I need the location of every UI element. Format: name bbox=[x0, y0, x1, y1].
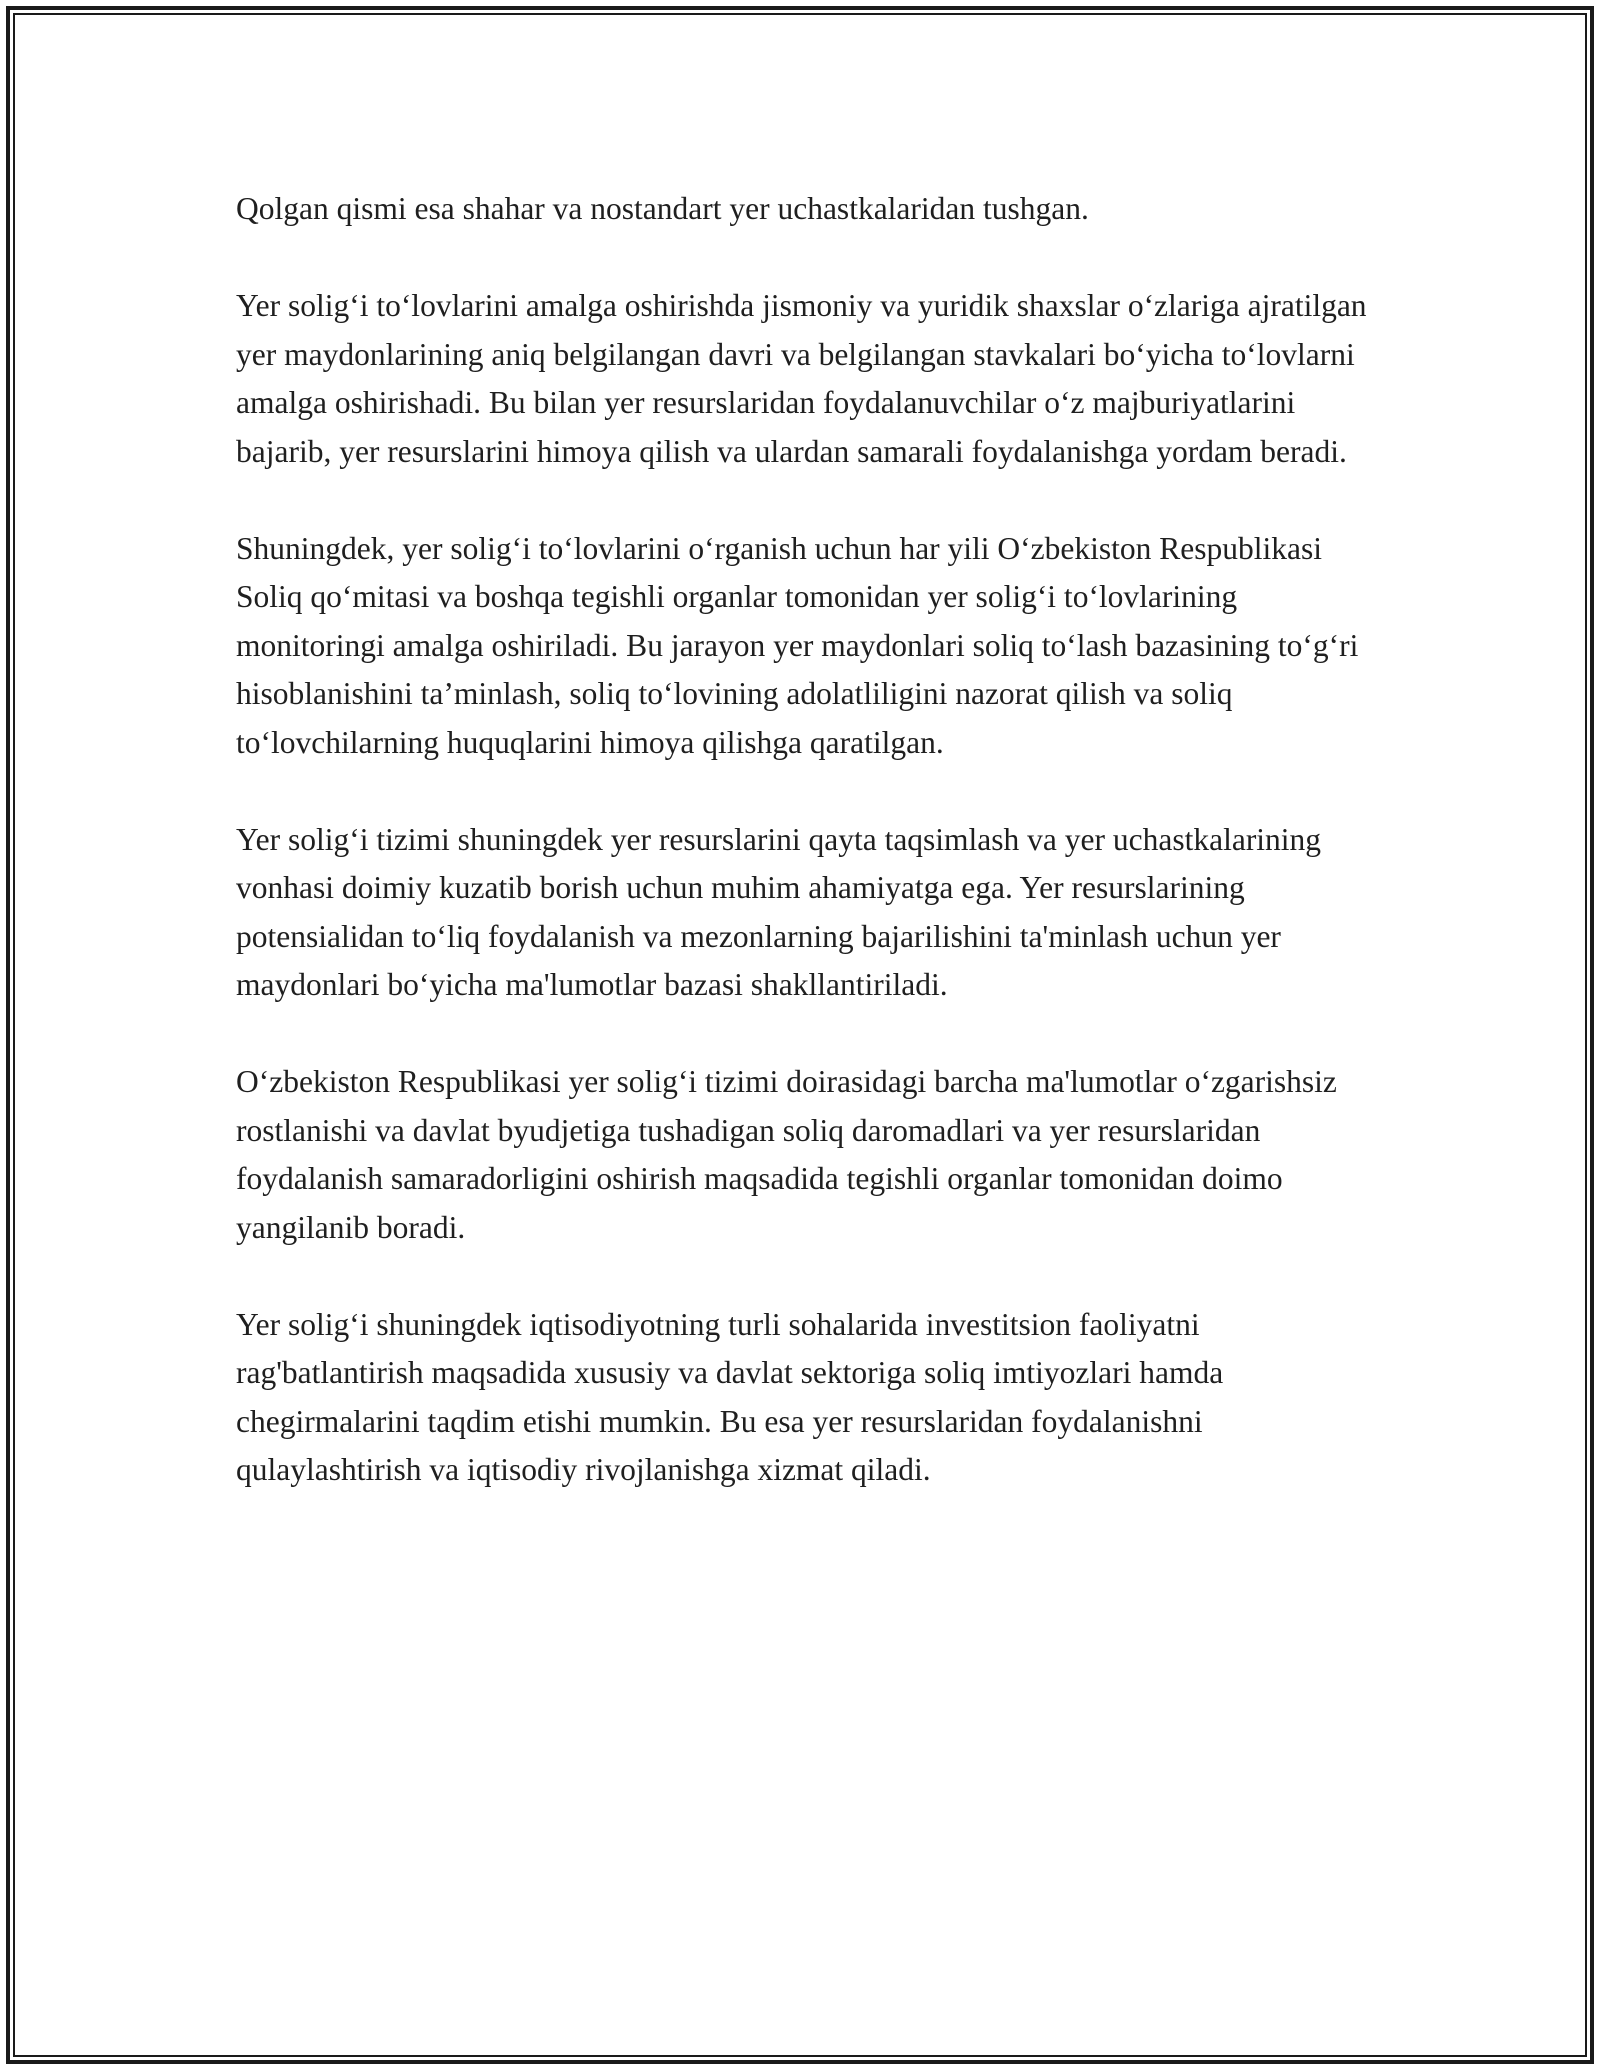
paragraph-6: Yer solig‘i shuningdek iqtisodiyotning turli sohalarida investitsion faoliyatni rag'batlantirish maqsadida xususiy va davlat sektoriga soliq imtiyozlari hamda chegirmalarini taqdim etishi mumkin. Bu esa yer resurslaridan foydalanishni qulaylashtirish va iqtisodiy rivojlanishga xizmat qiladi. bbox=[236, 1306, 1224, 1487]
paragraph-4: Yer solig‘i tizimi shuningdek yer resurslarini qayta taqsimlash va yer uchastkalarining vonhasi doimiy kuzatib borish uchun muhim ahamiyatga ega. Yer resurslarining potensialidan to‘liq foydalanish va mezonlarning bajarilishini ta'minlash uchun yer maydonlari bo‘yicha ma'lumotlar bazasi shakllantiriladi. bbox=[236, 821, 1322, 1002]
paragraph-1: Qolgan qismi esa shahar va nostandart yer uchastkalaridan tushgan. bbox=[236, 191, 1089, 226]
paragraph-2: Yer solig‘i to‘lovlarini amalga oshirishda jismoniy va yuridik shaxslar o‘zlariga ajratilgan yer maydonlarining aniq belgilangan davri va belgilangan stavkalari bo‘yicha to‘lovlarni amalga oshirishadi. Bu bilan yer resurslaridan foydalanuvchilar o‘z majburiyatlarini bajarib, yer resurslarini himoya qilish va ulardan samarali foydalanishga yordam beradi. bbox=[236, 288, 1367, 469]
paragraph-5: O‘zbekiston Respublikasi yer solig‘i tizimi doirasidagi barcha ma'lumotlar o‘zgarishsiz rostlanishi va davlat byudjetiga tushadigan soliq daromadlari va yer resurslaridan foydalanish samaradorligini oshirish maqsadida tegishli organlar tomonidan doimo yangilanib boradi. bbox=[236, 1064, 1337, 1245]
document-body bbox=[236, 185, 1376, 1543]
paragraph-3: Shuningdek, yer solig‘i to‘lovlarini o‘rganish uchun har yili O‘zbekiston Respublikasi Soliq qo‘mitasi va boshqa tegishli organlar tomonidan yer solig‘i to‘lovlarining monitoringi amalga oshiriladi. Bu jarayon yer maydonlari soliq to‘lash bazasining to‘g‘ri hisoblanishini ta’minlash, soliq to‘lovining adolatliligini nazorat qilish va soliq to‘lovchilarning huquqlarini himoya qilishga qaratilgan. bbox=[236, 530, 1359, 760]
